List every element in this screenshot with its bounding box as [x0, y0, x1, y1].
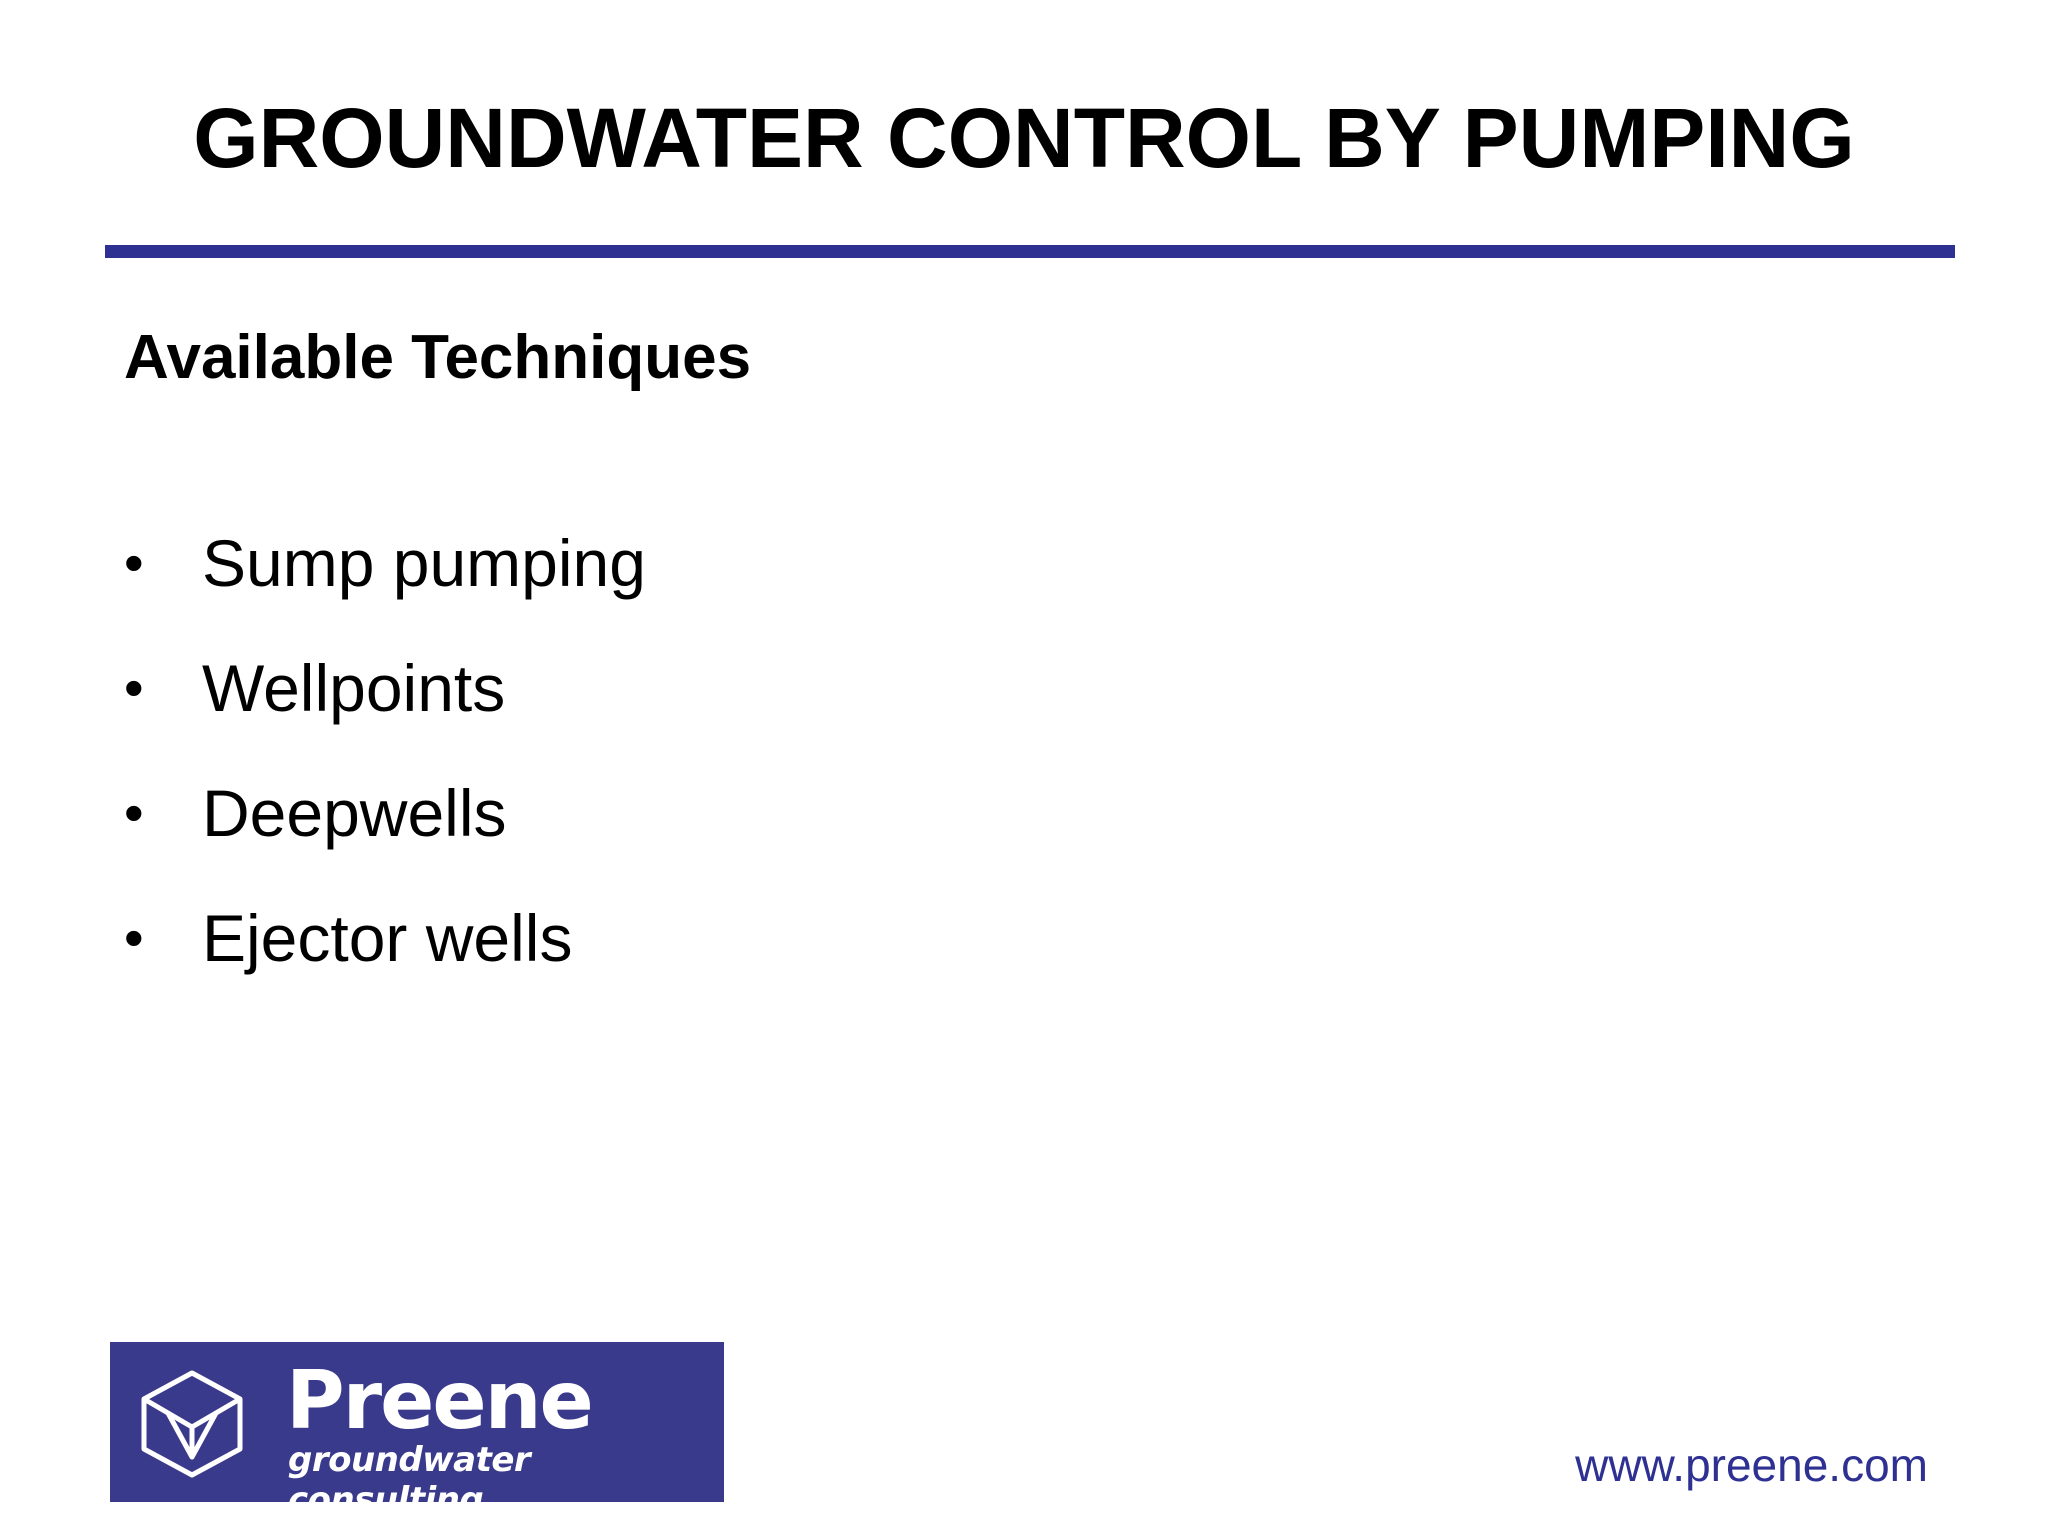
technique-list	[124, 500, 646, 1000]
technique-label: Sump pumping	[202, 525, 646, 600]
bullet-icon: •	[124, 906, 144, 969]
company-logo	[110, 1342, 724, 1520]
logo-wordmark: Preene	[286, 1354, 592, 1447]
website-link[interactable]: www.preene.com	[1575, 1439, 1928, 1491]
bullet-icon: •	[124, 656, 144, 719]
section-heading: Available Techniques	[124, 323, 752, 392]
list-item	[124, 625, 646, 750]
technique-label: Deepwells	[202, 775, 507, 850]
list-item	[124, 500, 646, 625]
slide-title: GROUNDWATER CONTROL BY PUMPING	[193, 91, 1855, 185]
bullet-icon: •	[124, 531, 144, 594]
title-divider	[105, 245, 1955, 258]
technique-label: Wellpoints	[202, 650, 506, 725]
technique-label: Ejector wells	[202, 900, 573, 975]
list-item	[124, 875, 646, 1000]
cube-logo-icon	[136, 1367, 248, 1479]
bullet-icon: •	[124, 781, 144, 844]
logo-tagline: groundwater consulting	[288, 1440, 531, 1520]
list-item	[124, 750, 646, 875]
